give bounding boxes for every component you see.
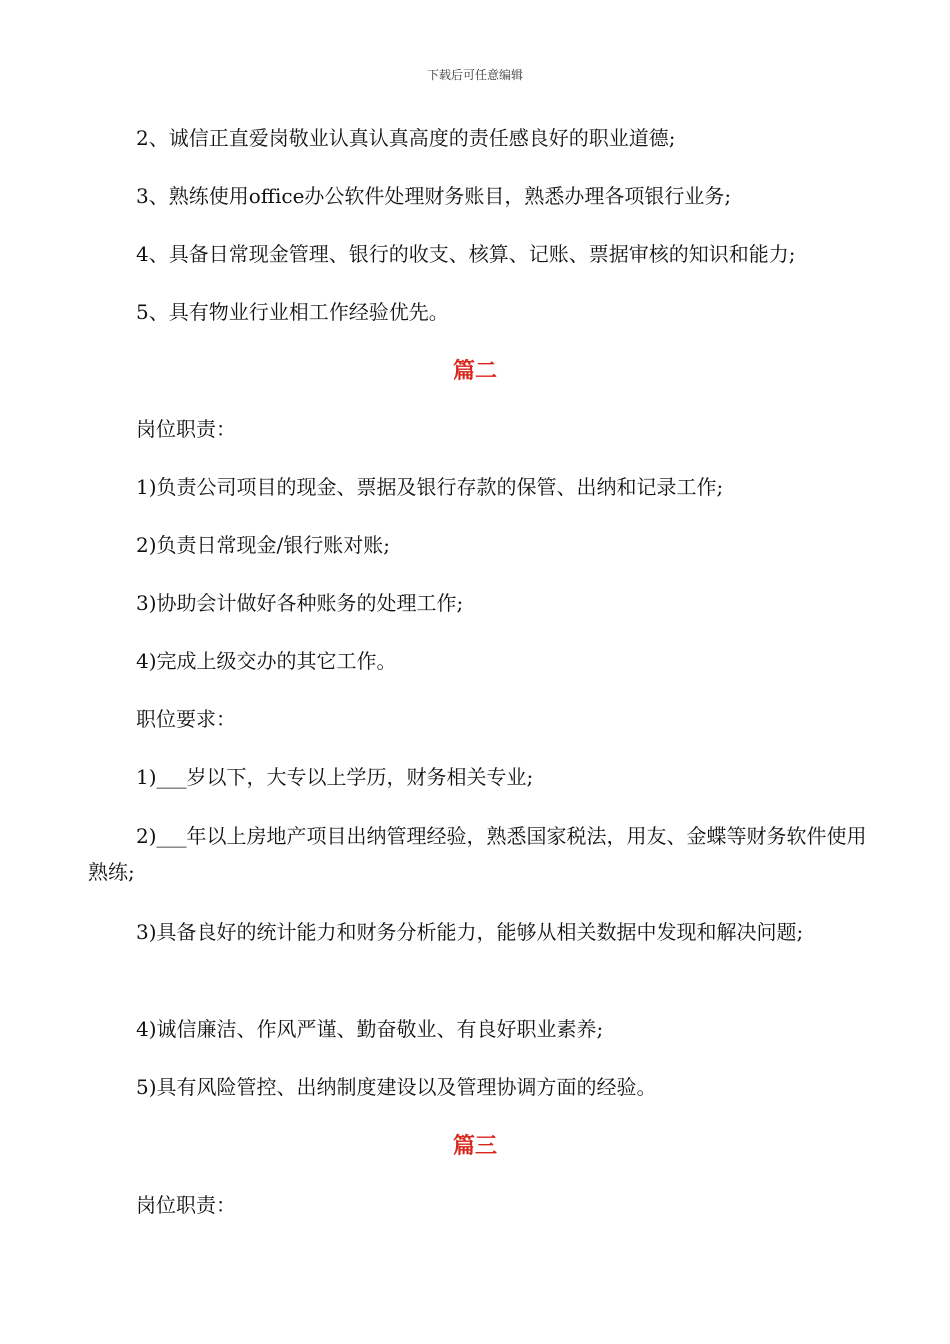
list-item: 2)负责日常现金/银行账对账; xyxy=(136,533,391,557)
list-item: 2)___年以上房地产项目出纳管理经验，熟悉国家税法，用友、金蝶等财务软件使用熟练; xyxy=(88,824,867,884)
section-heading: 篇二 xyxy=(452,358,497,384)
page-header: 下载后可任意编辑 xyxy=(426,68,523,82)
list-item: 5)具有风险管控、出纳制度建设以及管理协调方面的经验。 xyxy=(136,1075,657,1099)
list-item: 3)协助会计做好各种账务的处理工作; xyxy=(136,591,464,615)
section-label: 职位要求： xyxy=(136,707,236,731)
list-item: 1)负责公司项目的现金、票据及银行存款的保管、出纳和记录工作; xyxy=(136,475,724,499)
list-item: 5、具有物业行业相工作经验优先。 xyxy=(136,300,449,324)
list-item: 3)具备良好的统计能力和财务分析能力，能够从相关数据中发现和解决问题; xyxy=(136,920,804,944)
list-item: 4)诚信廉洁、作风严谨、勤奋敬业、有良好职业素养; xyxy=(136,1017,604,1041)
list-item: 2、诚信正直爱岗敬业认真认真高度的责任感良好的职业道德; xyxy=(136,126,676,150)
list-item: 3、熟练使用office办公软件处理财务账目，熟悉办理各项银行业务; xyxy=(136,184,732,208)
section-label: 岗位职责： xyxy=(136,1193,236,1217)
list-item: 4、具备日常现金管理、银行的收支、核算、记账、票据审核的知识和能力; xyxy=(136,242,796,266)
list-item: 4)完成上级交办的其它工作。 xyxy=(136,649,397,673)
section-heading: 篇三 xyxy=(452,1133,497,1159)
list-item: 1)___岁以下，大专以上学历，财务相关专业; xyxy=(136,765,534,789)
section-label: 岗位职责： xyxy=(136,417,236,441)
